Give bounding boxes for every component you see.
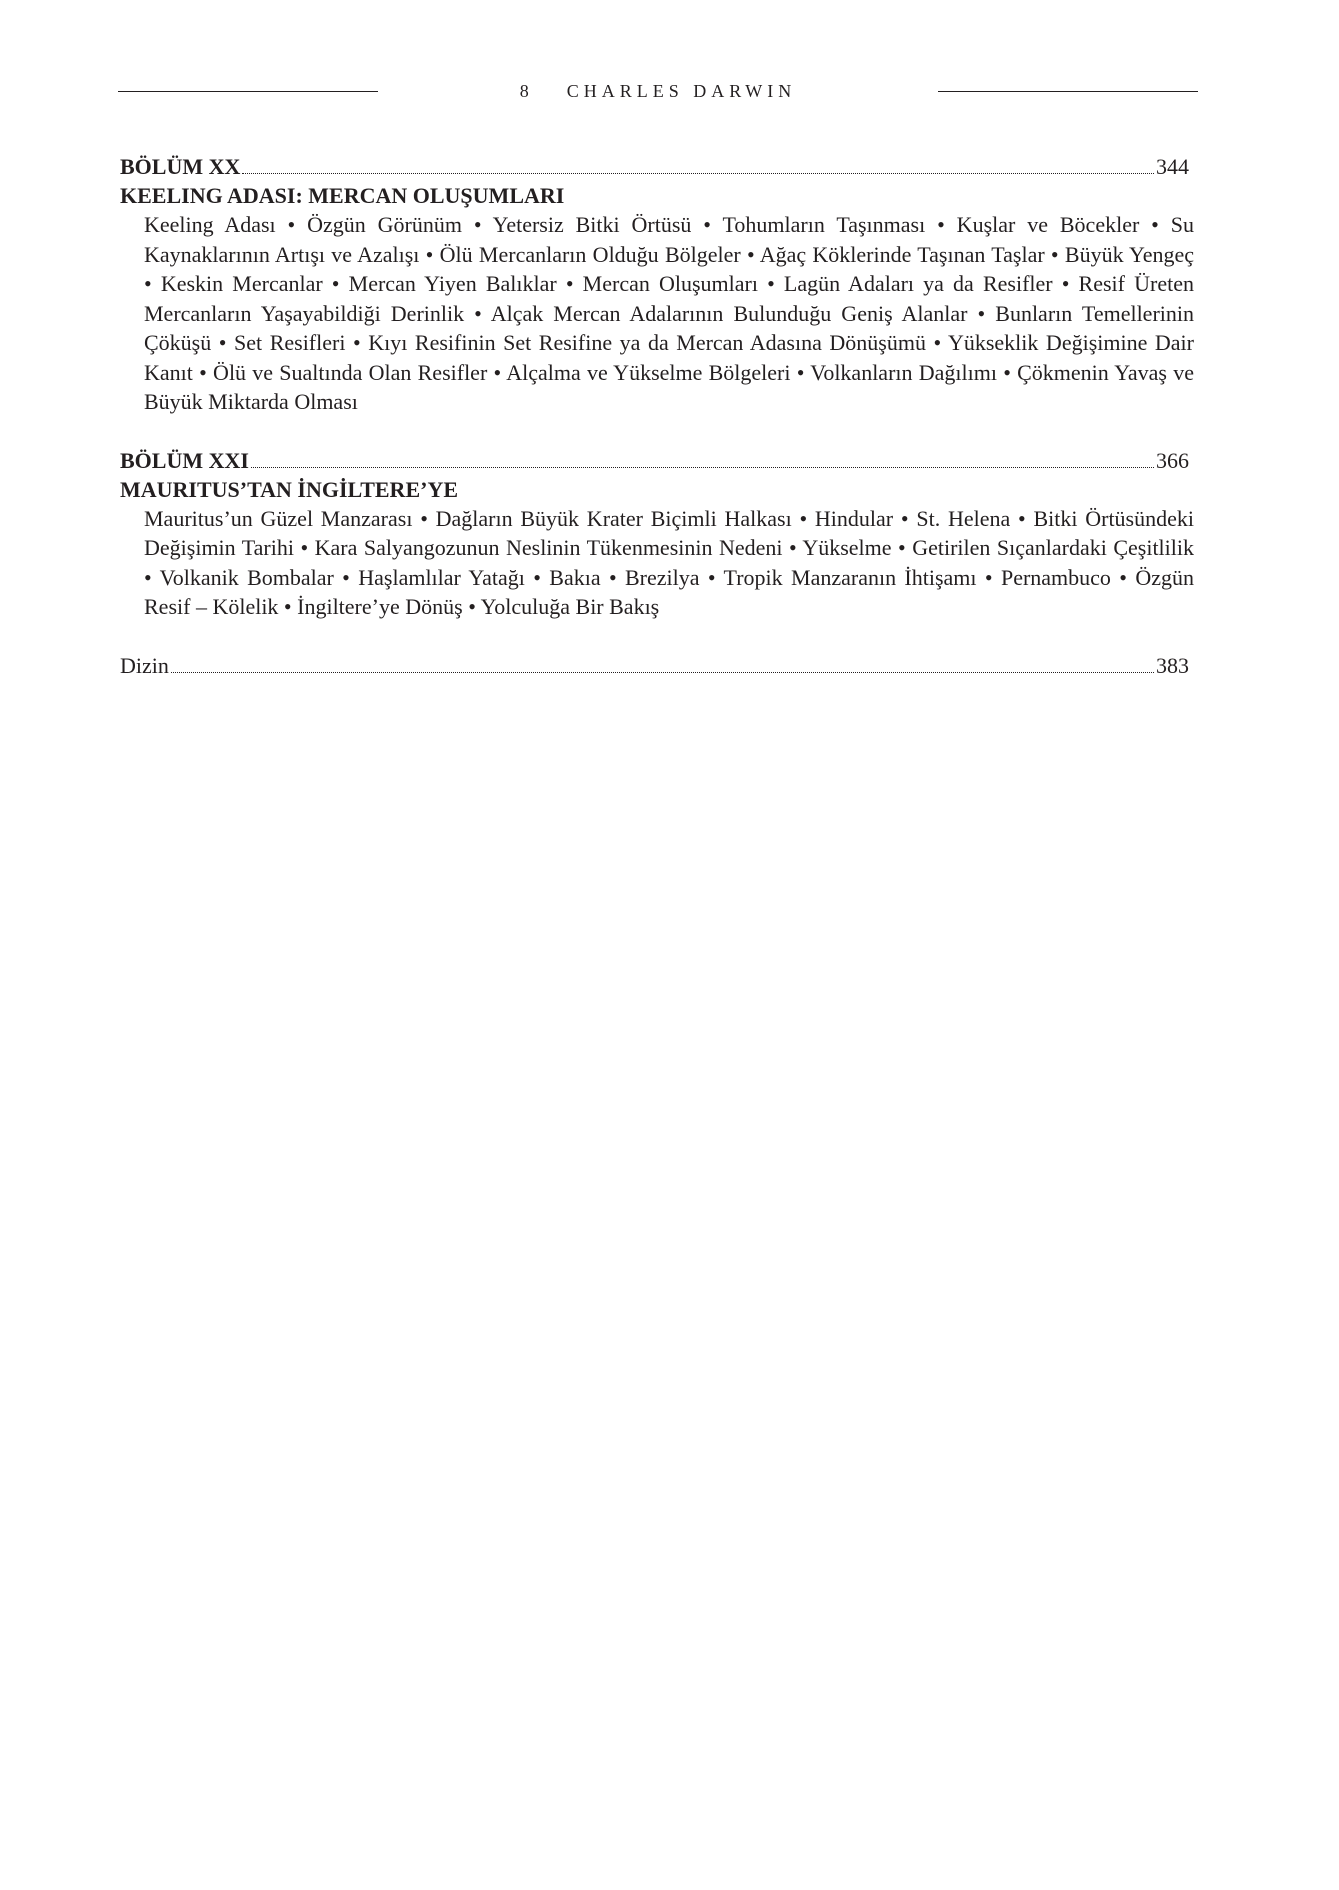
toc-entry-index	[120, 651, 1194, 680]
dot-leader	[242, 173, 1154, 174]
running-head	[118, 78, 1198, 104]
chapter-label: BÖLÜM XX	[120, 154, 241, 179]
chapter-label: BÖLÜM XXI	[120, 447, 249, 473]
chapter-summary: Mauritus’un Güzel Manzarası • Dağların Büyük Krater Biçimli Halkası • Hindular • St. Helena • Bitki Örtüsündeki Değişimin Tarihi • Kara Salyangozunun Neslinin Tükenmesinin Nedeni • Yükselme • Getirilen Sıçanlardaki Çeşitlilik • Volkanik Bombalar • Haşlamlılar Yatağı • Bakıa • Brezilya • Tropik Manzaranın İhtişamı • Pernambuco • Özgün Resif – Kölelik • İngiltere’ye Dönüş • Yolculuğa Bir Bakış	[144, 505, 1194, 619]
index-page-number: 383	[1156, 652, 1189, 678]
chapter-summary: Keeling Adası • Özgün Görünüm • Yetersiz Bitki Örtüsü • Tohumların Taşınması • Kuşlar ve Böcekler • Su Kaynaklarının Artışı ve Azalışı • Ölü Mercanların Olduğu Bölgeler • Ağaç Köklerinde Taşınan Taşlar • Büyük Yengeç • Keskin Mercanlar • Mercan Yiyen Balıklar • Mercan Oluşumları • Lagün Adaları ya da Resifler • Resif Üreten Mercanların Yaşayabildiği Derinlik • Alçak Mercan Adalarının Bulunduğu Geniş Alanlar • Bunların Temellerinin Çöküşü • Set Resifleri • Kıyı Resifinin Set Resifine ya da Mercan Adasına Dönüşümü • Yükseklik Değişimine Dair Kanıt • Ölü ve Sualtında Olan Resifler • Alçalma ve Yükselme Bölgeleri • Volkanların Dağılımı • Çökmenin Yavaş ve Büyük Miktarda Olması	[144, 212, 1194, 414]
chapter-page-number: 366	[1156, 447, 1189, 473]
dot-leader	[251, 467, 1154, 468]
index-label: Dizin	[120, 652, 169, 678]
chapter-title: KEELING ADASI: MERCAN OLUŞUMLARI	[120, 183, 565, 208]
toc-entry-chapter-20	[120, 152, 1194, 417]
chapter-title: MAURITUS’TAN İNGİLTERE’YE	[120, 476, 459, 502]
toc-entry-chapter-21	[120, 446, 1194, 622]
chapter-page-number: 344	[1156, 154, 1189, 179]
header-rule-right	[938, 91, 1198, 92]
book-author-title: CHARLES DARWIN	[566, 80, 797, 101]
running-head-text	[378, 81, 938, 102]
dot-leader	[171, 672, 1154, 673]
page-number: 8	[519, 80, 529, 101]
toc-entry-line[interactable]	[120, 651, 1189, 680]
toc-entry-line[interactable]	[120, 152, 1189, 181]
header-rule-left	[118, 91, 378, 92]
toc-entry-line[interactable]	[120, 446, 1189, 475]
table-of-contents	[120, 152, 1194, 709]
